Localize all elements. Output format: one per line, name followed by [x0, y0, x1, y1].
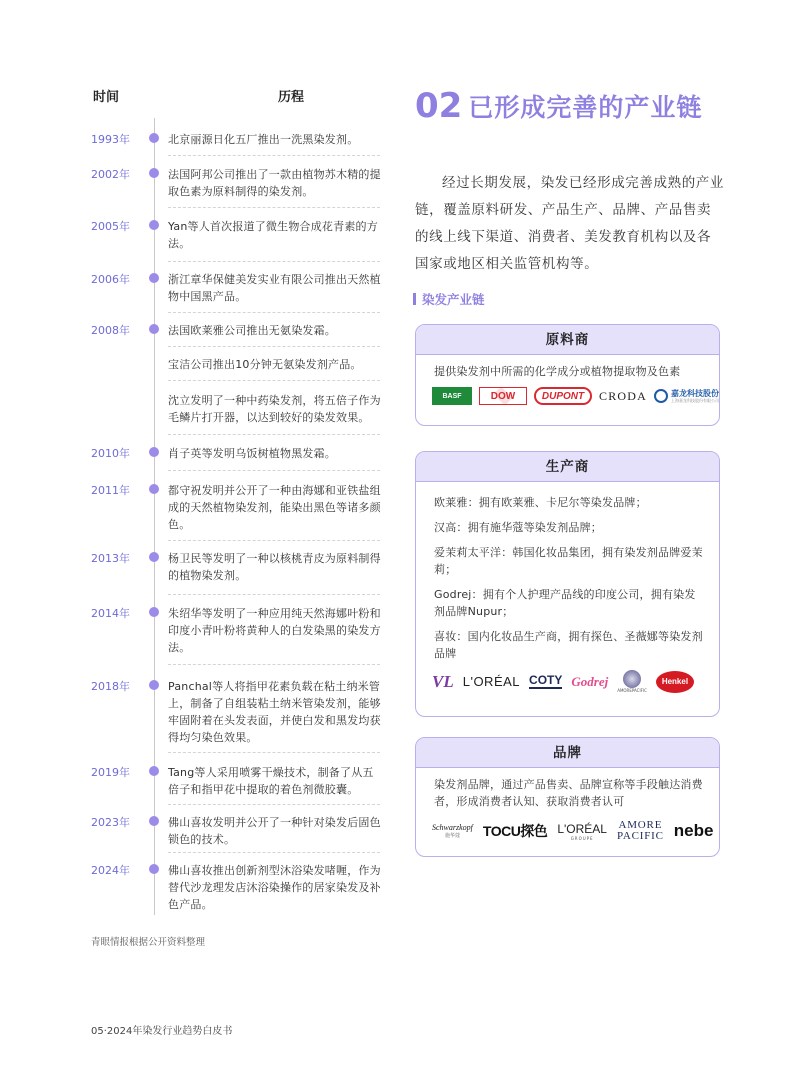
timeline-dot [149, 607, 159, 617]
card-raw-desc: 提供染发剂中所需的化学成分或植物提取物及色素 [434, 365, 681, 378]
chain-label-text: 染发产业链 [422, 292, 485, 307]
timeline-text: 法国欧莱雅公司推出无氨染发霜。 [168, 324, 336, 337]
timeline-year: 2023年 [91, 816, 130, 829]
timeline-text: Tang等人采用喷雾干燥技术，制备了从五倍子和指甲花中提取的着色剂微胶囊。 [168, 766, 374, 796]
brand-logo-row [432, 820, 713, 842]
timeline-year: 2024年 [91, 864, 130, 877]
timeline-dot [149, 324, 159, 334]
timeline-year: 2019年 [91, 766, 130, 779]
timeline-dot [149, 484, 159, 494]
jiayu-circle-icon [654, 389, 668, 403]
timeline-year: 2013年 [91, 552, 130, 565]
mfr-item: 欧莱雅：拥有欧莱雅、卡尼尔等染发品牌； [434, 496, 647, 509]
mfr-item: 汉高：拥有施华蔻等染发剂品牌； [434, 521, 602, 534]
timeline-dot [149, 766, 159, 776]
timeline-text: 朱绍华等发明了一种应用纯天然海娜叶粉和印度小青叶粉将黄种人的白发染黑的染发方法。 [168, 607, 381, 654]
vl-logo: VL [432, 671, 454, 691]
amorepacific-sphere-icon [623, 670, 641, 688]
timeline-dot [149, 133, 159, 143]
amore-pacific-line1: AMORE [618, 819, 663, 831]
jiayu-logo [654, 389, 719, 403]
timeline-dot [149, 220, 159, 230]
timeline-dot [149, 816, 159, 826]
timeline-year: 2005年 [91, 220, 130, 233]
timeline-text: Panchal等人将指甲花素负载在粘土纳米管上，制备了自组装粘土纳米管染发剂，能够牢固附着在头发表面，并使白发和黑发均获得均匀染色效果。 [168, 680, 381, 744]
timeline-dot [149, 447, 159, 457]
timeline-text: Yan等人首次报道了微生物合成花青素的方法。 [168, 220, 378, 250]
timeline-divider [168, 594, 380, 595]
timeline-dot [149, 168, 159, 178]
timeline-header-event: 历程 [278, 90, 305, 105]
card-manufacturers [415, 451, 720, 717]
timeline-divider [168, 804, 380, 805]
jiayu-logo-text: 嘉龙科技股份 [671, 389, 720, 398]
timeline-year: 2011年 [91, 484, 130, 497]
mfr-item: 爱茉莉太平洋：韩国化妆品集团，拥有染发剂品牌爱茉莉； [434, 546, 703, 576]
basf-logo: BASF [432, 387, 472, 405]
dupont-logo: DUPONT [534, 387, 592, 405]
amore-pacific-line2: PACIFIC [616, 830, 664, 842]
timeline-year: 2014年 [91, 607, 130, 620]
loreal-groupe-logo [557, 822, 607, 841]
chain-label [413, 290, 485, 308]
dow-logo [479, 387, 527, 405]
timeline-divider [168, 346, 380, 347]
loreal-logo: L'ORÉAL [462, 674, 521, 689]
timeline-text: 杨卫民等发明了一种以核桃青皮为原料制得的植物染发剂。 [168, 552, 381, 582]
timeline-dot [149, 680, 159, 690]
timeline-text: 肖子英等发明乌饭树植物黑发霜。 [168, 447, 336, 460]
timeline-divider [168, 155, 380, 156]
section-heading: 已形成完善的产业链 [468, 93, 703, 122]
timeline-divider [168, 664, 380, 665]
mfr-item: 喜妆：国内化妆品生产商，拥有探色、圣薇娜等染发剂品牌 [434, 630, 703, 660]
chain-label-bar [413, 293, 416, 305]
card-brands [415, 737, 720, 857]
section-intro: 经过长期发展，染发已经形成完善成熟的产业链，覆盖原料研发、产品生产、品牌、产品售卖的线上线下渠道、消费者、美发教育机构以及各国家或地区相关监管机构等。 [415, 175, 724, 272]
schwarzkopf-logo-sub: 施华蔻 [444, 833, 460, 839]
mfr-logo-row [432, 670, 694, 693]
godrej-logo: Godrej [571, 673, 609, 689]
timeline-year: 2008年 [91, 324, 130, 337]
card-raw-title: 原料商 [416, 325, 719, 355]
card-raw-materials [415, 324, 720, 426]
croda-logo: CRODA [599, 388, 648, 403]
schwarzkopf-logo-text: Schwarzkopf [432, 823, 473, 832]
timeline-text: 佛山喜妆推出创新剂型沐浴染发啫喱，作为替代沙龙理发店沐浴染操作的居家染发及补色产品。 [168, 864, 381, 911]
timeline-text: 北京丽源日化五厂推出一洗黑染发剂。 [168, 133, 359, 146]
timeline-text: 宝洁公司推出10分钟无氨染发剂产品。 [168, 358, 362, 371]
card-mfr-title: 生产商 [416, 452, 719, 482]
card-brand-title: 品牌 [416, 738, 719, 768]
loreal-groupe-text: L'ORÉAL [557, 821, 607, 836]
timeline-divider [168, 261, 380, 262]
timeline-year: 2006年 [91, 273, 130, 286]
nebe-logo: nebe [673, 821, 714, 840]
amorepacific-logo [617, 670, 647, 693]
tocu-logo: TOCU探色 [482, 823, 548, 839]
timeline-divider [168, 312, 380, 313]
timeline-divider [168, 207, 380, 208]
timeline-axis [154, 118, 155, 915]
timeline-divider [168, 434, 380, 435]
timeline-text: 佛山喜妆发明并公开了一种针对染发后固色锁色的技术。 [168, 816, 381, 846]
schwarzkopf-logo [432, 823, 473, 839]
timeline-header-time: 时间 [93, 90, 120, 105]
timeline-text: 都守祝发明并公开了一种由海娜和亚铁盐组成的天然植物染发剂，能染出黑色等诸多颜色。 [168, 484, 381, 531]
timeline-dot [149, 864, 159, 874]
section-number: 02 [415, 86, 463, 126]
jiayu-logo-sub: 上海嘉龙科技股份有限公司 [671, 398, 720, 403]
timeline-header [0, 86, 400, 106]
timeline-year: 2018年 [91, 680, 130, 693]
timeline-year: 2002年 [91, 168, 130, 181]
timeline-divider [168, 540, 380, 541]
timeline-text: 法国阿邦公司推出了一款由植物苏木精的提取色素为原料制得的染发剂。 [168, 168, 381, 198]
timeline-dot [149, 273, 159, 283]
timeline-year: 2010年 [91, 447, 130, 460]
timeline-text: 浙江章华保健美发实业有限公司推出天然植物中国黑产品。 [168, 273, 381, 303]
timeline-divider [168, 752, 380, 753]
timeline-dot [149, 552, 159, 562]
timeline-divider [168, 852, 380, 853]
amore-pacific-logo [617, 820, 664, 842]
dow-logo-text: DOW [490, 390, 516, 402]
timeline-text: 沈立发明了一种中药染发剂，将五倍子作为毛鳞片打开器，以达到较好的染发效果。 [168, 394, 381, 424]
mfr-list [416, 494, 719, 662]
timeline-divider [168, 470, 380, 471]
timeline-divider [168, 380, 380, 381]
loreal-groupe-sub: GROUPE [570, 835, 594, 841]
raw-logo-row [432, 387, 719, 405]
timeline-year: 1993年 [91, 133, 130, 146]
source-note: 青眼情报根据公开资料整理 [91, 937, 206, 948]
coty-logo: COTY [529, 673, 563, 687]
card-brand-desc: 染发剂品牌，通过产品售卖、品牌宣称等手段触达消费者，形成消费者认知、获取消费者认可 [434, 778, 703, 808]
page-footer: 05·2024年染发行业趋势白皮书 [91, 1026, 233, 1037]
henkel-logo: Henkel [656, 671, 694, 693]
amorepacific-logo-text: AMOREPACIFIC [617, 688, 647, 693]
mfr-item: Godrej：拥有个人护理产品线的印度公司，拥有染发剂品牌Nupur； [434, 588, 696, 618]
section-title [415, 86, 702, 126]
